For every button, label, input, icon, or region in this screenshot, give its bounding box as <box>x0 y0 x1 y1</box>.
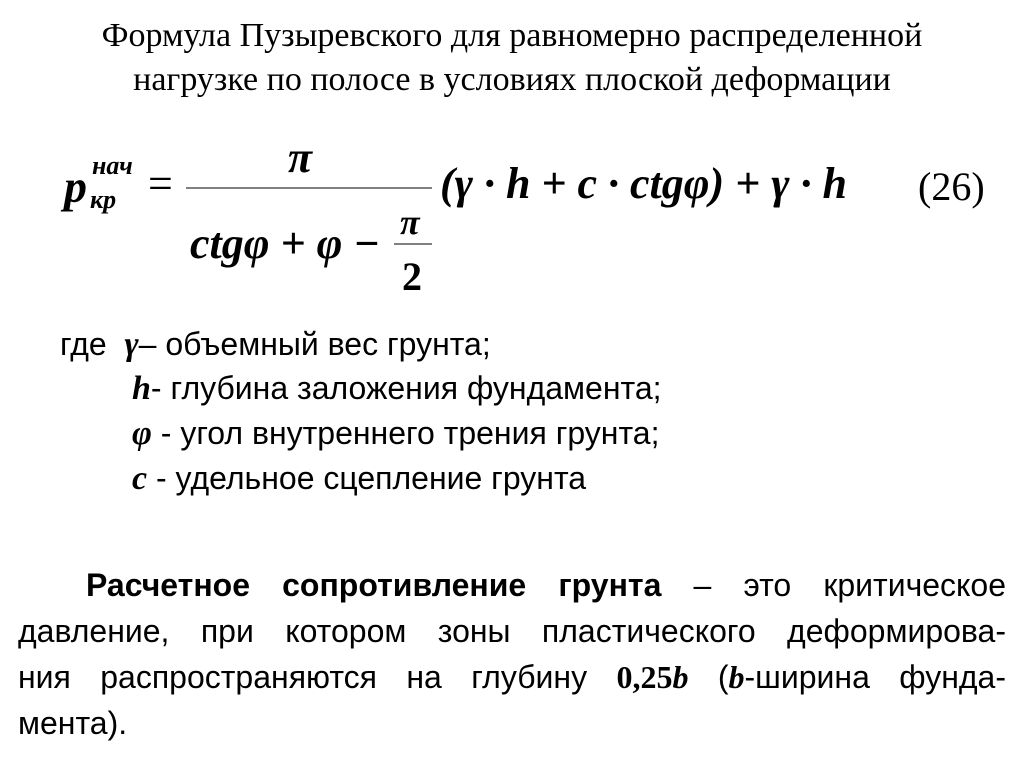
definition-symbol-c: c <box>132 460 148 497</box>
paragraph-depth-variable: b <box>672 659 689 695</box>
equation-number: (26) <box>918 164 985 209</box>
paragraph-row-1 <box>18 562 1006 608</box>
paragraph-row-1-rest: – это критическое <box>661 567 1007 603</box>
definition-h <box>132 366 662 411</box>
definition-gamma <box>60 322 491 367</box>
formula-svg <box>0 140 1024 310</box>
formula-denominator-two: 2 <box>402 254 422 299</box>
definition-text-h: - глубина заложения фундамента; <box>150 370 662 406</box>
definitions-intro: где <box>60 326 107 362</box>
definition-text-gamma: – объемный вес грунта; <box>138 326 491 362</box>
slide-title <box>0 14 1024 102</box>
formula-equals: = <box>148 159 173 208</box>
formula-tail: (γ · h + c · ctgφ) + γ · h <box>440 159 848 208</box>
formula-lhs-symbol: p <box>64 161 87 212</box>
paragraph-row-3-a: ния распространяются на глубину <box>18 659 617 695</box>
pusyrevsky-formula <box>0 140 1024 310</box>
paragraph-row-3-c: -ширина фунда- <box>744 659 1007 695</box>
slide-title-line-1: Формула Пузыревского для равномерно распределенной <box>101 17 923 54</box>
definition-symbol-phi: φ <box>132 415 152 452</box>
design-resistance-paragraph <box>18 562 1006 746</box>
formula-lhs-superscript: нач <box>92 151 133 180</box>
slide-title-line-2: нагрузке по полосе в условиях плоской деформации <box>133 61 891 98</box>
formula-numerator-pi: π <box>288 140 313 182</box>
paragraph-row-3-b: ( <box>688 659 729 695</box>
paragraph-row-2: давление, при котором зоны пластического деформирова- <box>18 613 1006 649</box>
definition-text-c: - удельное сцепление грунта <box>147 460 587 496</box>
definition-phi <box>132 411 659 456</box>
definition-c <box>132 456 586 501</box>
definition-symbol-h: h <box>132 370 151 407</box>
paragraph-row-4: мента). <box>18 705 128 741</box>
paragraph-row-3 <box>18 654 1006 700</box>
paragraph-term: Расчетное сопротивление грунта <box>86 567 662 603</box>
definition-text-phi: - угол внутреннего трения грунта; <box>151 415 660 451</box>
formula-denominator: ctgφ + φ − <box>190 219 380 268</box>
formula-denominator-pi: π <box>400 202 420 242</box>
definition-symbol-gamma: γ <box>124 326 139 363</box>
paragraph-width-variable: b <box>728 659 745 695</box>
formula-lhs-subscript: кр <box>90 185 117 214</box>
paragraph-depth-value: 0,25 <box>616 659 673 695</box>
